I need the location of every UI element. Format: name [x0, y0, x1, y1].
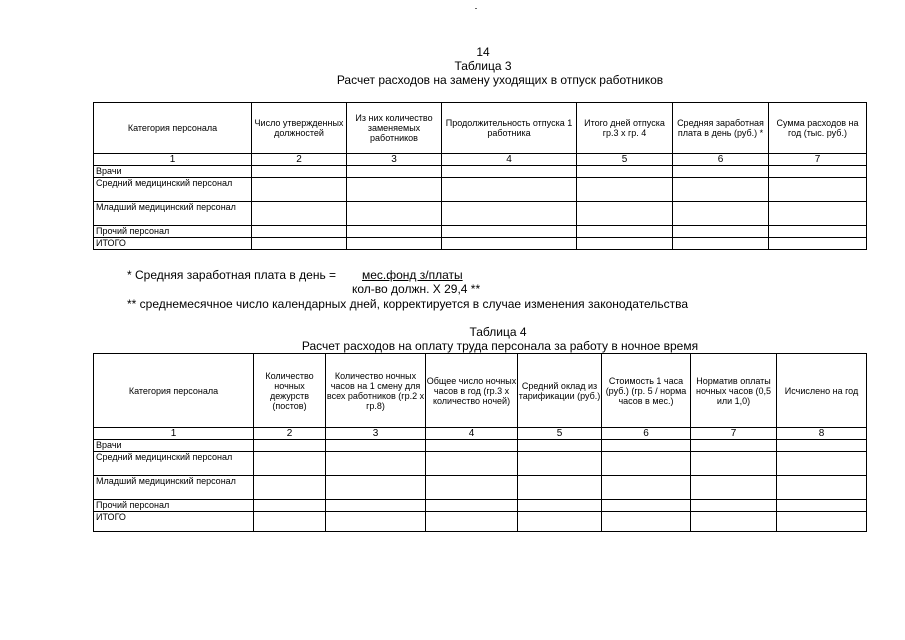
- table3: [93, 102, 867, 250]
- table-cell: [254, 440, 326, 452]
- table-cell: [347, 238, 442, 250]
- table-cell: [673, 226, 769, 238]
- table4-title: Таблица 4: [469, 325, 527, 339]
- table-cell: [769, 226, 867, 238]
- table-cell: [769, 166, 867, 178]
- t3-colnum: 5: [577, 154, 673, 166]
- table-row: [94, 452, 867, 476]
- table-cell: [254, 452, 326, 476]
- table-cell: [518, 512, 602, 532]
- table-cell: [577, 226, 673, 238]
- table-row: [94, 226, 867, 238]
- table-cell: [252, 202, 347, 226]
- table-cell: [518, 452, 602, 476]
- table4: [93, 353, 867, 532]
- t4-header-total-night-hours: Общее число ночных часов в год (гр.3 х количество ночей): [426, 354, 518, 428]
- table-cell: [777, 476, 867, 500]
- formula-denominator: кол-во должн. Х 29,4 **: [352, 282, 481, 296]
- t3-header-vacation-length: Продолжительность отпуска 1 работника: [442, 103, 577, 154]
- t4-colnum: 1: [94, 428, 254, 440]
- t3-row-total: ИТОГО: [94, 238, 252, 250]
- table-row: [94, 512, 867, 532]
- formula-prefix: * Средняя заработная плата в день =: [127, 268, 337, 282]
- table-cell: [442, 226, 577, 238]
- table-cell: [442, 238, 577, 250]
- t4-header-hour-cost: Стоимость 1 часа (руб.) (гр. 5 / норма часов в мес.): [602, 354, 691, 428]
- table3-header-row: [94, 103, 867, 154]
- table-cell: [347, 202, 442, 226]
- t3-colnum: 4: [442, 154, 577, 166]
- table3-title: Таблица 3: [454, 59, 512, 73]
- formula-numerator: мес.фонд з/платы: [362, 268, 463, 282]
- table-cell: [769, 238, 867, 250]
- t4-header-night-shifts: Количество ночных дежурств (постов): [254, 354, 326, 428]
- table-cell: [777, 440, 867, 452]
- t3-colnum: 1: [94, 154, 252, 166]
- footnote: ** среднемесячное число календарных дней, корректируется в случае изменения законодательства: [127, 297, 688, 311]
- table-cell: [252, 226, 347, 238]
- table-cell: [254, 512, 326, 532]
- table-cell: [426, 500, 518, 512]
- t4-header-avg-salary: Средний оклад из тарификации (руб.): [518, 354, 602, 428]
- table-cell: [426, 440, 518, 452]
- t4-colnum: 2: [254, 428, 326, 440]
- table-cell: [673, 166, 769, 178]
- table-cell: [577, 166, 673, 178]
- table-row: [94, 500, 867, 512]
- table-cell: [691, 440, 777, 452]
- t3-colnum: 6: [673, 154, 769, 166]
- table4-subtitle: Расчет расходов на оплату труда персонала за работу в ночное время: [301, 339, 699, 353]
- t4-colnum: 4: [426, 428, 518, 440]
- table-cell: [673, 238, 769, 250]
- t4-header-norm-rate: Норматив оплаты ночных часов (0,5 или 1,0): [691, 354, 777, 428]
- table3-number-row: [94, 154, 867, 166]
- t4-colnum: 5: [518, 428, 602, 440]
- table-cell: [426, 452, 518, 476]
- table-cell: [691, 512, 777, 532]
- table-cell: [326, 452, 426, 476]
- t3-header-avg-daily-pay: Средняя заработная плата в день (руб.) *: [673, 103, 769, 154]
- table-cell: [602, 452, 691, 476]
- table-cell: [602, 500, 691, 512]
- t4-header-night-hours-per-shift: Количество ночных часов на 1 смену для всех работников (гр.2 х гр.8): [326, 354, 426, 428]
- table-cell: [347, 226, 442, 238]
- t4-header-annual: Исчислено на год: [777, 354, 867, 428]
- table-cell: [347, 166, 442, 178]
- table-cell: [252, 238, 347, 250]
- table-cell: [252, 166, 347, 178]
- t4-row-junior-medical: Младший медицинский персонал: [94, 476, 254, 500]
- table-cell: [691, 452, 777, 476]
- table-cell: [673, 178, 769, 202]
- t3-header-approved-positions: Число утвержденных должностей: [252, 103, 347, 154]
- table-cell: [769, 202, 867, 226]
- t4-row-other: Прочий персонал: [94, 500, 254, 512]
- table-cell: [518, 476, 602, 500]
- table-cell: [442, 202, 577, 226]
- table3-subtitle: Расчет расходов на замену уходящих в отпуск работников: [336, 73, 664, 87]
- t3-colnum: 2: [252, 154, 347, 166]
- t3-row-other: Прочий персонал: [94, 226, 252, 238]
- table-cell: [577, 178, 673, 202]
- table-cell: [442, 178, 577, 202]
- table-cell: [326, 476, 426, 500]
- t4-colnum: 6: [602, 428, 691, 440]
- table-cell: [602, 440, 691, 452]
- t4-colnum: 3: [326, 428, 426, 440]
- table-cell: [691, 476, 777, 500]
- t3-header-annual-cost: Сумма расходов на год (тыс. руб.): [769, 103, 867, 154]
- page-number: 14: [476, 45, 490, 59]
- t3-row-doctors: Врачи: [94, 166, 252, 178]
- t3-header-total-days: Итого дней отпуска гр.3 х гр. 4: [577, 103, 673, 154]
- table-cell: [577, 238, 673, 250]
- table-cell: [426, 476, 518, 500]
- t4-row-doctors: Врачи: [94, 440, 254, 452]
- t4-row-mid-medical: Средний медицинский персонал: [94, 452, 254, 476]
- t3-row-mid-medical: Средний медицинский персонал: [94, 178, 252, 202]
- t3-header-replaced-workers: Из них количество заменяемых работников: [347, 103, 442, 154]
- table-row: [94, 178, 867, 202]
- table-cell: [602, 512, 691, 532]
- t4-colnum: 8: [777, 428, 867, 440]
- table-cell: [442, 166, 577, 178]
- t3-colnum: 7: [769, 154, 867, 166]
- table-cell: [252, 178, 347, 202]
- table-cell: [254, 476, 326, 500]
- table-row: [94, 202, 867, 226]
- table-cell: [673, 202, 769, 226]
- table-cell: [777, 512, 867, 532]
- table-cell: [326, 500, 426, 512]
- table-cell: [777, 452, 867, 476]
- table-cell: [254, 500, 326, 512]
- table-cell: [347, 178, 442, 202]
- scan-speck: [475, 8, 477, 9]
- t3-header-category: Категория персонала: [94, 103, 252, 154]
- table4-header-row: [94, 354, 867, 428]
- table-cell: [326, 512, 426, 532]
- t3-colnum: 3: [347, 154, 442, 166]
- table-cell: [518, 500, 602, 512]
- table-row: [94, 166, 867, 178]
- table-row: [94, 440, 867, 452]
- t4-header-category: Категория персонала: [94, 354, 254, 428]
- table-cell: [769, 178, 867, 202]
- table-cell: [326, 440, 426, 452]
- table-cell: [426, 512, 518, 532]
- t4-row-total: ИТОГО: [94, 512, 254, 532]
- table-cell: [777, 500, 867, 512]
- table-cell: [577, 202, 673, 226]
- table-row: [94, 476, 867, 500]
- table-cell: [602, 476, 691, 500]
- table-cell: [691, 500, 777, 512]
- t3-row-junior-medical: Младший медицинский персонал: [94, 202, 252, 226]
- table-cell: [518, 440, 602, 452]
- table4-number-row: [94, 428, 867, 440]
- t4-colnum: 7: [691, 428, 777, 440]
- table-row: [94, 238, 867, 250]
